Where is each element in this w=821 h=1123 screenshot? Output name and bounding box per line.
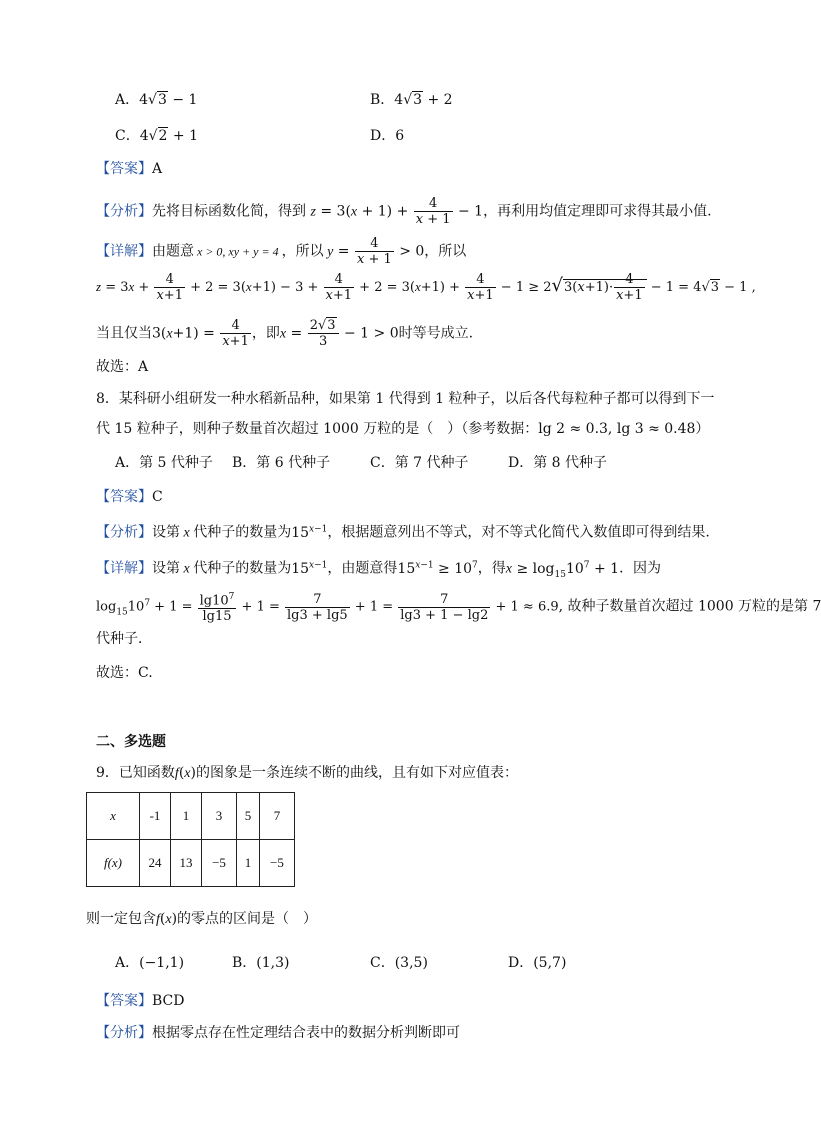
q8-option-d: D．第 8 代种子 <box>508 455 608 471</box>
section-title-multi-choice: 二、多选题 <box>96 734 166 750</box>
analysis-label: 【分析】 <box>96 1025 152 1041</box>
q8-analysis-mid: 代种子的数量为 <box>193 524 292 541</box>
detail-label: 【详解】 <box>96 243 152 260</box>
q7-option-a: A．4√3 − 1 <box>115 92 198 108</box>
table-cell: −5 <box>260 840 295 887</box>
answer-label: 【答案】 <box>96 489 152 505</box>
q7-detail-line3: 当且仅当3(x+1) = $\frac{4}{x+1}$ ，即x = $\frac{2√3}{3}$ − 1 > 0时等号成立. <box>96 318 474 349</box>
q7-detail-line1: 【详解】由题意 x > 0, xy + y = 4 ，所以 y = $\frac{4}{x + 1}$ > 0，所以 <box>96 236 467 267</box>
q7-conclusion: 故选：A <box>96 359 149 375</box>
q8-stem-line1: 8．某科研小组研发一种水稻新品种，如果第 1 代得到 1 粒种子，以后各代每粒种子都可以得到下一 <box>96 391 715 407</box>
q7-analysis-formula: z <box>310 204 316 220</box>
q8-detail-post: ．因为 <box>619 560 662 577</box>
answer-label: 【答案】 <box>96 161 152 177</box>
table-header-x: x <box>87 793 140 840</box>
q7-fraction: $\frac{4}{x + 1}$ <box>415 196 451 227</box>
q8-analysis-post: ，根据题意列出不等式，对不等式化简代入数值即可得到结果. <box>327 524 710 541</box>
table-cell: 24 <box>140 840 171 887</box>
q8-detail-mid3: ，得 <box>477 560 506 577</box>
q8-analysis-pre: 设第 <box>152 524 180 541</box>
q9-stem: 9．已知函数f(x)的图象是一条连续不断的曲线，且有如下对应值表： <box>96 765 518 781</box>
q7-detail-post: ，所以 <box>424 243 467 260</box>
q8-option-a: A．第 5 代种子 <box>115 455 213 471</box>
table-cell: 1 <box>237 840 260 887</box>
table-cell: 1 <box>171 793 202 840</box>
q8-option-b: B．第 6 代种子 <box>232 455 331 471</box>
q9-question-post: 的零点的区间是（ ） <box>177 911 318 927</box>
q8-analysis-line: 【分析】设第 x 代种子的数量为$15^{x-1}$，根据题意列出不等式，对不等式化简代入数值即可得到结果. <box>96 524 710 541</box>
q9-stem-post: 的图象是一条连续不断的曲线，且有如下对应值表： <box>195 765 518 781</box>
q8-line2-post: , 故种子数量首次超过 1000 万粒的是第 7 <box>558 598 821 615</box>
q9-question: 则一定包含f(x)的零点的区间是（ ） <box>86 911 318 927</box>
q7-analysis-text-post: ，再利用均值定理即可求得其最小值. <box>483 203 712 220</box>
analysis-label: 【分析】 <box>96 203 152 220</box>
q7-answer-line <box>96 160 162 178</box>
q7-line3-pre: 当且仅当 <box>96 325 152 342</box>
q9-answer: BCD <box>152 993 185 1009</box>
q8-detail-line2: $\log_{15}10^7 + 1$ = $\frac{\lg 10^7}{\lg 15}$ + 1 = $\frac{7}{\lg 3 + \lg 5}$ + 1 = $\frac{7}{\lg 3 + 1 - \lg 2}$ + 1 ≈ 6.9, 故种子数量首次超过 1000 万粒的是第 7 <box>96 591 821 625</box>
q7-detail-line2: z = 3x + $\frac{4}{x+1}$ + 2 = 3(x+1) − 3 + $\frac{4}{x+1}$ + 2 = 3(x+1) + $\frac{4}{x+1}$ − 1 ≥ 2√3(x+1)· $\frac{4}{x+1}$ − 1 = 4√3 − 1 , <box>96 272 756 303</box>
q9-stem-pre: 9．已知函数 <box>96 765 175 781</box>
table-cell: 13 <box>171 840 202 887</box>
q8-detail-line3: 代种子． <box>96 631 152 647</box>
q8-detail-pre: 设第 <box>152 560 180 577</box>
q7-option-b: B．4√3 + 2 <box>370 92 453 108</box>
table-cell: 5 <box>237 793 260 840</box>
q8-answer: C <box>152 489 163 505</box>
q9-question-pre: 则一定包含 <box>86 911 156 927</box>
q9-analysis-line <box>96 1024 460 1042</box>
detail-label: 【详解】 <box>96 560 152 577</box>
table-cell: 3 <box>202 793 237 840</box>
q9-option-a: A．(−1,1) <box>115 955 185 971</box>
q7-line3-post: 时等号成立. <box>398 325 474 342</box>
table-cell: 7 <box>260 793 295 840</box>
q7-detail-pre: 由题意 <box>152 243 194 260</box>
table-cell: −5 <box>202 840 237 887</box>
q8-detail-mid2: ，由题意得 <box>327 560 398 577</box>
q7-option-c: C．4√2 + 1 <box>115 128 199 144</box>
q7-answer: A <box>152 161 163 177</box>
q7-detail-fraction: $\frac{4}{x + 1}$ <box>356 236 392 267</box>
q9-option-c: C．(3,5) <box>370 955 428 971</box>
table-row <box>87 840 295 887</box>
q9-option-b: B．(1,3) <box>232 955 290 971</box>
analysis-label: 【分析】 <box>96 524 152 541</box>
table-cell: -1 <box>140 793 171 840</box>
table-row <box>87 793 295 840</box>
q7-analysis-line: 【分析】先将目标函数化简，得到 z = 3(x + 1) + $\frac{4}{x + 1}$ − 1，再利用均值定理即可求得其最小值. <box>96 196 712 227</box>
q7-analysis-text-pre: 先将目标函数化简，得到 <box>152 203 306 220</box>
answer-label: 【答案】 <box>96 993 152 1009</box>
q7-line3-mid: ，即 <box>251 325 280 342</box>
q9-option-d: D．(5,7) <box>508 955 567 971</box>
q8-stem-line2: 代 15 粒种子，则种子数量首次超过 1000 万粒的是（ ）（参考数据：lg 2 ≈ 0.3, lg 3 ≈ 0.48） <box>96 421 710 437</box>
q8-conclusion: 故选：C. <box>96 665 153 681</box>
q8-detail-mid: 代种子的数量为 <box>193 560 292 577</box>
q8-detail-line1: 【详解】设第 x 代种子的数量为$15^{x-1}$，由题意得$15^{x-1} \ge 10^7$，得$x \ge \log_{15}10^7 + 1$．因为 <box>96 560 662 580</box>
q8-answer-line <box>96 488 163 506</box>
q7-option-d: D．6 <box>370 128 405 144</box>
table-header-fx: f(x) <box>87 840 140 887</box>
q9-analysis: 根据零点存在性定理结合表中的数据分析判断即可 <box>152 1025 460 1041</box>
q7-detail-mid: ，所以 <box>281 243 324 260</box>
q9-answer-line <box>96 992 184 1010</box>
q8-option-c: C．第 7 代种子 <box>370 455 469 471</box>
q9-value-table <box>86 792 295 887</box>
